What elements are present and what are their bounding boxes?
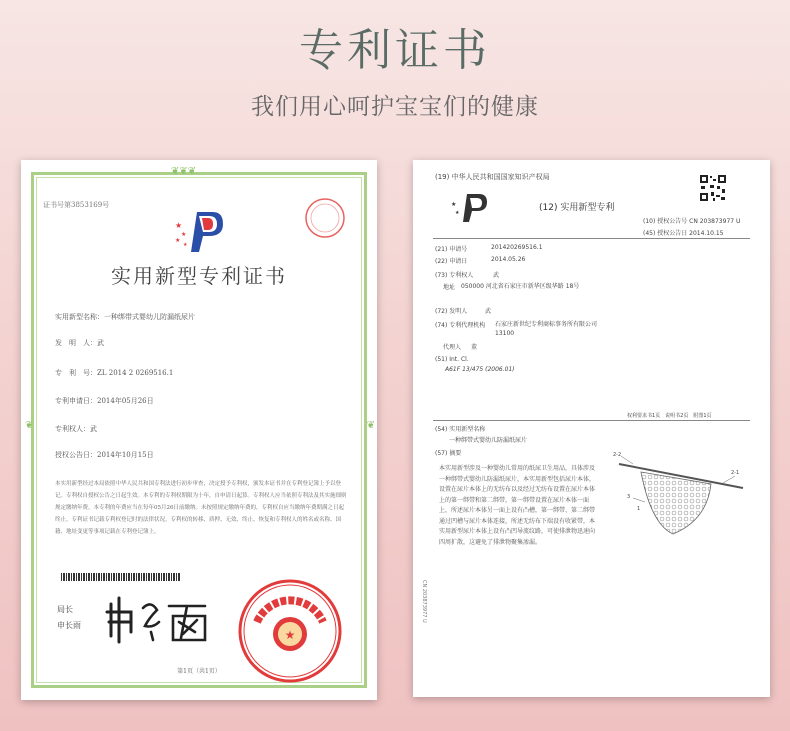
- svg-text:★: ★: [175, 221, 183, 230]
- utility-model-name: 实用新型名称：一种绑带式婴幼儿防漏纸尿片: [55, 313, 195, 321]
- field-value: 201420269516.1: [491, 244, 543, 251]
- field-label: (22) 申请日: [435, 258, 468, 265]
- field-label: (21) 申请号: [435, 246, 468, 253]
- page-title: 专利证书: [299, 25, 491, 76]
- divider: [433, 238, 750, 239]
- certificate-body-text: 本实用新型经过本局依照中华人民共和国专利法进行初步审查，决定授予专利权，颁发本证书并在专利登记簿上予以登记。专利权自授权公告之日起生效。本专利的专利权期限为十年，自申请日起算。专利权人应当依照专利法及其实施细则规定缴纳年费。本专利的年费应当在每年05月26日前缴纳。未按照规定缴纳年费的，专利权自应当缴纳年费期满之日起终止。专利证书记载专利权登记时的法律状况。专利权的转移、质押、无效、终止、恢复和专利权人的姓名或名称、国籍、地址变更等事项记载在专利登记簿上。: [55, 481, 347, 535]
- title-label: (54) 实用新型名称: [435, 426, 486, 433]
- director-name: 申长雨: [57, 621, 81, 630]
- small-red-seal-icon: [303, 196, 347, 240]
- field-label: (72) 发明人: [435, 308, 468, 315]
- abstract-label: (57) 摘要: [435, 450, 462, 457]
- figure-label: 2-2: [613, 452, 622, 458]
- figure-label: 3: [627, 494, 631, 500]
- field-label: (51) Int. Cl.: [435, 356, 469, 363]
- svg-text:★: ★: [183, 242, 188, 248]
- certificate-number: 证书号第3853169号: [43, 201, 110, 209]
- certificate-heading: 实用新型专利证书: [111, 264, 287, 288]
- abstract-text: 本实用新型涉及一种婴幼儿常用的纸尿卫生用品，具体涉及一种绑带式婴幼儿防漏纸尿片，本实用新型包括尿片本体，设置在尿片本体上的无纺布以及经过无纺布设置在尿片本体上的第一绑带和第二绑带，第一绑带设置在尿片本体一面上，所述尿片本体另一面上设有凸槽，第一绑带、第二绑带通过凹槽与尿片本体连接，所述无纺布下端设有收紧带，本实用新型尿片本体上设有凸凹导流纹路，可使排泄物迅速向四周扩散，这避免了排泄物聚集渗漏。: [439, 465, 596, 546]
- svg-text:★: ★: [455, 210, 460, 216]
- director-signature: [105, 592, 215, 647]
- grant-date: 授权公告日：2014年10月15日: [55, 451, 154, 459]
- patent-certificate: [21, 160, 377, 700]
- field-value: A61F 13/475 (2006.01): [445, 366, 515, 373]
- page-subtitle: 我们用心呵护宝宝们的健康: [251, 94, 539, 120]
- field-value: 董: [471, 344, 478, 351]
- field-label: (74) 专利代理机构: [435, 322, 486, 329]
- barcode: [61, 573, 181, 581]
- divider: [433, 420, 750, 421]
- page-count-note: 权利要求书1页 说明书2页 附图1页: [627, 413, 712, 419]
- svg-text:★: ★: [451, 201, 457, 208]
- publication-number: (10) 授权公告号 CN 203873977 U: [643, 218, 741, 225]
- issuing-authority: (19) 中华人民共和国国家知识产权局: [435, 173, 550, 181]
- field-value: 050000 河北省石家庄市新华区级华路 18号: [461, 283, 580, 290]
- publication-date: (45) 授权公告日 2014.10.15: [643, 230, 724, 237]
- inventor: 发 明 人：武: [55, 339, 104, 347]
- vertical-publication-number: CN 203873977 U: [421, 580, 427, 623]
- svg-text:★: ★: [175, 237, 181, 244]
- floral-ornament-icon: ❦❦❦: [171, 166, 197, 177]
- patent-number: 专 利 号：ZL 2014 2 0269516.1: [55, 369, 174, 377]
- field-value: 石家庄新世纪专利商标事务所有限公司 13100: [495, 321, 598, 337]
- diaper-drawing: [611, 450, 751, 550]
- floral-ornament-icon: ❦: [25, 420, 34, 431]
- patent-office-logo-icon: [169, 206, 229, 256]
- patent-office-logo-icon: [449, 190, 489, 224]
- page-number: 第1页（共1页）: [177, 668, 221, 675]
- qr-code-icon: [699, 174, 727, 202]
- figure-label: 1: [637, 506, 641, 512]
- field-label: 代理人: [443, 344, 462, 351]
- field-value: 武: [485, 308, 492, 315]
- patentee: 专利权人：武: [55, 425, 97, 433]
- floral-ornament-icon: ❦: [366, 420, 375, 431]
- field-value: 2014.05.26: [491, 256, 526, 263]
- document-type: (12) 实用新型专利: [539, 203, 615, 213]
- field-value: 武: [493, 272, 500, 279]
- field-label: 地址: [443, 284, 456, 291]
- application-date: 专利申请日：2014年05月26日: [55, 397, 154, 405]
- svg-text:★: ★: [284, 628, 296, 642]
- patent-publication-document: [413, 160, 770, 697]
- title-value: 一种绑带式婴幼儿防漏纸尿片: [449, 437, 528, 444]
- svg-text:★: ★: [181, 231, 187, 238]
- director-title: 局长: [57, 605, 73, 614]
- figure-label: 2-1: [731, 470, 740, 476]
- field-label: (73) 专利权人: [435, 272, 474, 279]
